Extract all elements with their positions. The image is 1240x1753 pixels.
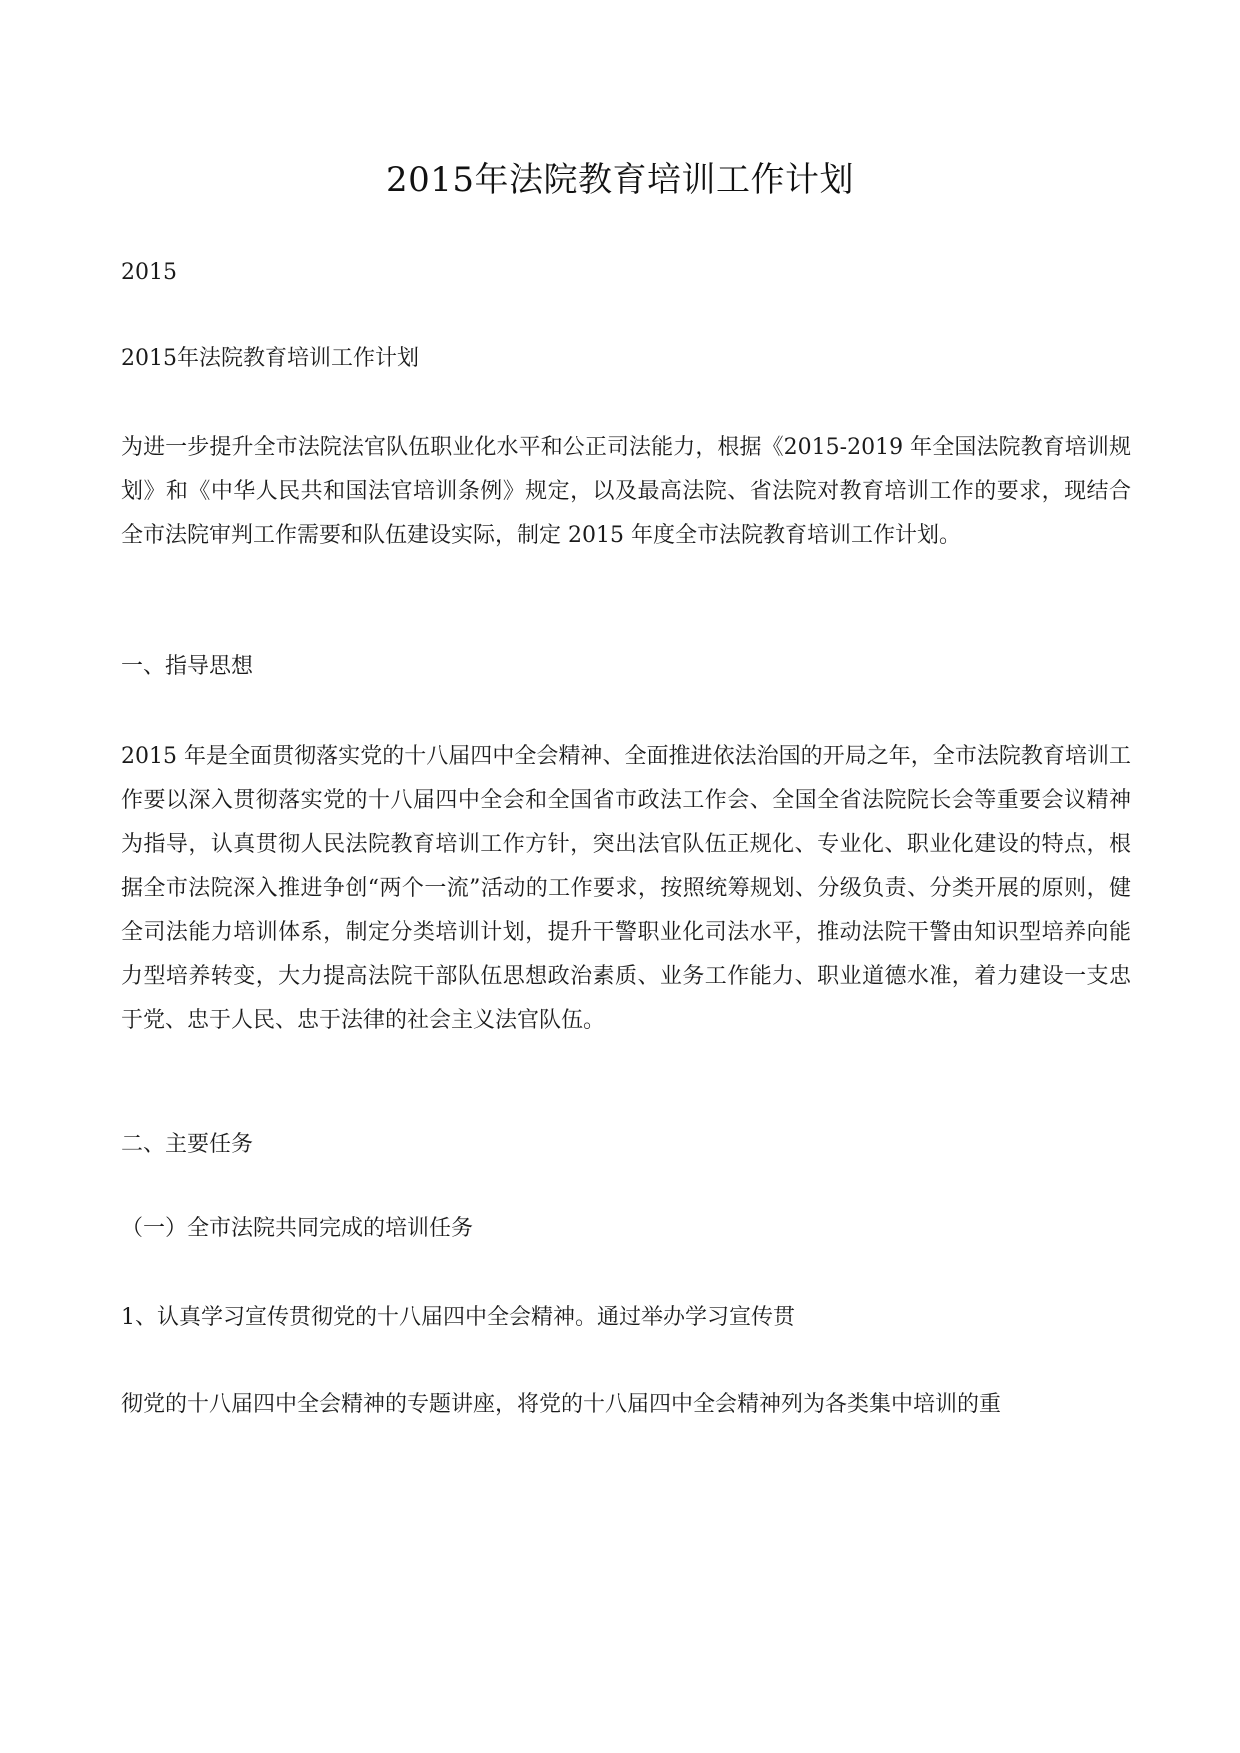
- section-2-heading: 二、主要任务: [121, 1132, 254, 1157]
- item-1-line: 1、认真学习宣传贯彻党的十八届四中全会精神。通过举办学习宣传贯: [121, 1305, 795, 1330]
- year-line: 2015: [121, 260, 177, 285]
- document-title: 2015年法院教育培训工作计划: [385, 160, 855, 200]
- subsection-1-heading: （一）全市法院共同完成的培训任务: [121, 1216, 474, 1241]
- section-1-heading: 一、指导思想: [121, 654, 254, 679]
- document-subtitle: 2015年法院教育培训工作计划: [121, 346, 419, 371]
- intro-paragraph: 为进一步提升全市法院法官队伍职业化水平和公正司法能力，根据《2015-2019 年全国法院教育培训规划》和《中华人民共和国法官培训条例》规定，以及最高法院、省法院对教育培训工作的要求，现结合全市法院审判工作需要和队伍建设实际，制定 2015 年度全市法院教育培训工作计划。: [121, 435, 1131, 548]
- item-1-continuation: 彻党的十八届四中全会精神的专题讲座，将党的十八届四中全会精神列为各类集中培训的重: [121, 1392, 1002, 1417]
- section-1-paragraph: 2015 年是全面贯彻落实党的十八届四中全会精神、全面推进依法治国的开局之年，全市法院教育培训工作要以深入贯彻落实党的十八届四中全会和全国省市政法工作会、全国全省法院院长会等重要会议精神为指导，认真贯彻人民法院教育培训工作方针，突出法官队伍正规化、专业化、职业化建设的特点，根据全市法院深入推进争创“两个一流”活动的工作要求，按照统筹规划、分级负责、分类开展的原则，健全司法能力培训体系，制定分类培训计划，提升干警职业化司法水平，推动法院干警由知识型培养向能力型培养转变，大力提高法院干部队伍思想政治素质、业务工作能力、职业道德水准，着力建设一支忠于党、忠于人民、忠于法律的社会主义法官队伍。: [121, 744, 1131, 1033]
